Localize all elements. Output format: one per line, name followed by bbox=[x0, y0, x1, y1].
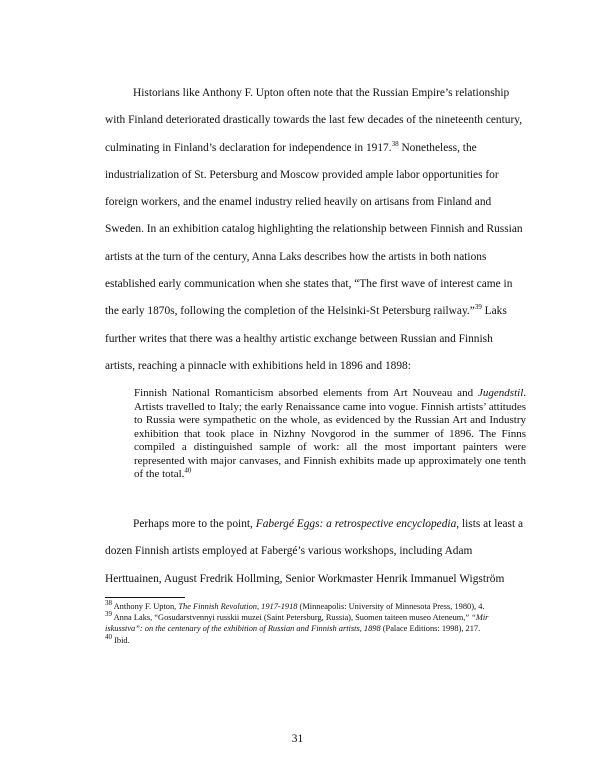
body-paragraph-1 bbox=[105, 80, 525, 380]
footnote-ref-39: 39 bbox=[474, 303, 482, 312]
block-quote-text-2: . Artists travelled to Italy; the early Renaissance came into vogue. Finnish artists’ attitudes to Russia were sympathetic on the whole, as evidenced by the Russian Art and Industry exhibition that took place in Nizhny Novgorod in the summer of 1896. The Finns compiled a distinguished sample of work: all the most important painters were represented with major canvases, and Finnish exhibits made up approximately one tenth of the total. bbox=[134, 387, 526, 480]
block-quote-italic: Jugendstil bbox=[478, 387, 524, 399]
footnote-number: 40 bbox=[105, 632, 112, 641]
page-number: 31 bbox=[291, 733, 304, 745]
footnote-ref-40: 40 bbox=[184, 466, 192, 475]
footnote-number: 38 bbox=[105, 599, 112, 608]
paragraph-2-text-2: , lists at least a dozen Finnish artists employed at Fabergé’s various workshops, including Adam Herttuainen, August Fredrik Hollming, Senior Workmaster Henrik Immanuel Wigström bbox=[105, 518, 524, 585]
paragraph-1-text-1: Historians like Anthony F. Upton often note that the Russian Empire’s relationship with Finland deteriorated drastically towards the last few decades of the nineteenth century, culminating in Finland’s declaration for independence in 1917. bbox=[105, 87, 523, 154]
footnote-separator bbox=[105, 597, 185, 598]
footnote-text: Anthony F. Upton, bbox=[112, 602, 179, 611]
footnote-39 bbox=[105, 612, 525, 634]
footnote-text-end: (Palace Editions: 1998), 217. bbox=[380, 624, 481, 634]
footnote-italic: “Mir iskusstva”: on the centenary of the exhibition of Russian and Finnish artists, 1898 bbox=[105, 613, 489, 634]
footnote-40 bbox=[105, 632, 525, 646]
footnote-number: 39 bbox=[105, 610, 112, 619]
footnotes bbox=[105, 601, 525, 646]
paragraph-1-text-3: Laks further writes that there was a healthy artistic exchange between Russian and Finnish artists, reaching a pinnacle with exhibitions held in 1896 and 1898: bbox=[105, 305, 507, 372]
paragraph-1-text-2: Nonetheless, the industrialization of St. Petersburg and Moscow provided ample labor opportunities for foreign workers, and the enamel industry relied heavily on artisans from Finland and Sweden. In an exhibition catalog highlighting the relationship between Finnish and Russian artists at the turn of the century, Anna Laks describes how the artists in both nations established early communication when she states that, “The first wave of interest came in the early 1870s, following the completion of the Helsinki-St Petersburg railway.” bbox=[105, 141, 523, 318]
footnote-38 bbox=[105, 601, 525, 612]
footnote-text: Anna Laks, “Gosudarstvennyi russkii muzei (Saint Petersburg, Russia), Suomen taiteen museo Ateneum,” bbox=[112, 613, 472, 623]
footnote-italic: The Finnish Revolution, 1917-1918 bbox=[178, 602, 298, 611]
footnote-text-end: (Minneapolis: University of Minnesota Press, 1980), 4. bbox=[297, 602, 485, 611]
body-paragraph-2 bbox=[105, 511, 525, 593]
paragraph-2-text-1: Perhaps more to the point, bbox=[133, 518, 256, 530]
block-quote-text-1: Finnish National Romanticism absorbed elements from Art Nouveau and bbox=[134, 387, 479, 399]
footnote-ref-38: 38 bbox=[391, 139, 399, 148]
paragraph-2-book-title: Fabergé Eggs: a retrospective encyclopedia bbox=[255, 518, 457, 530]
block-quote bbox=[134, 387, 526, 482]
footnote-text: Ibid. bbox=[112, 635, 130, 645]
